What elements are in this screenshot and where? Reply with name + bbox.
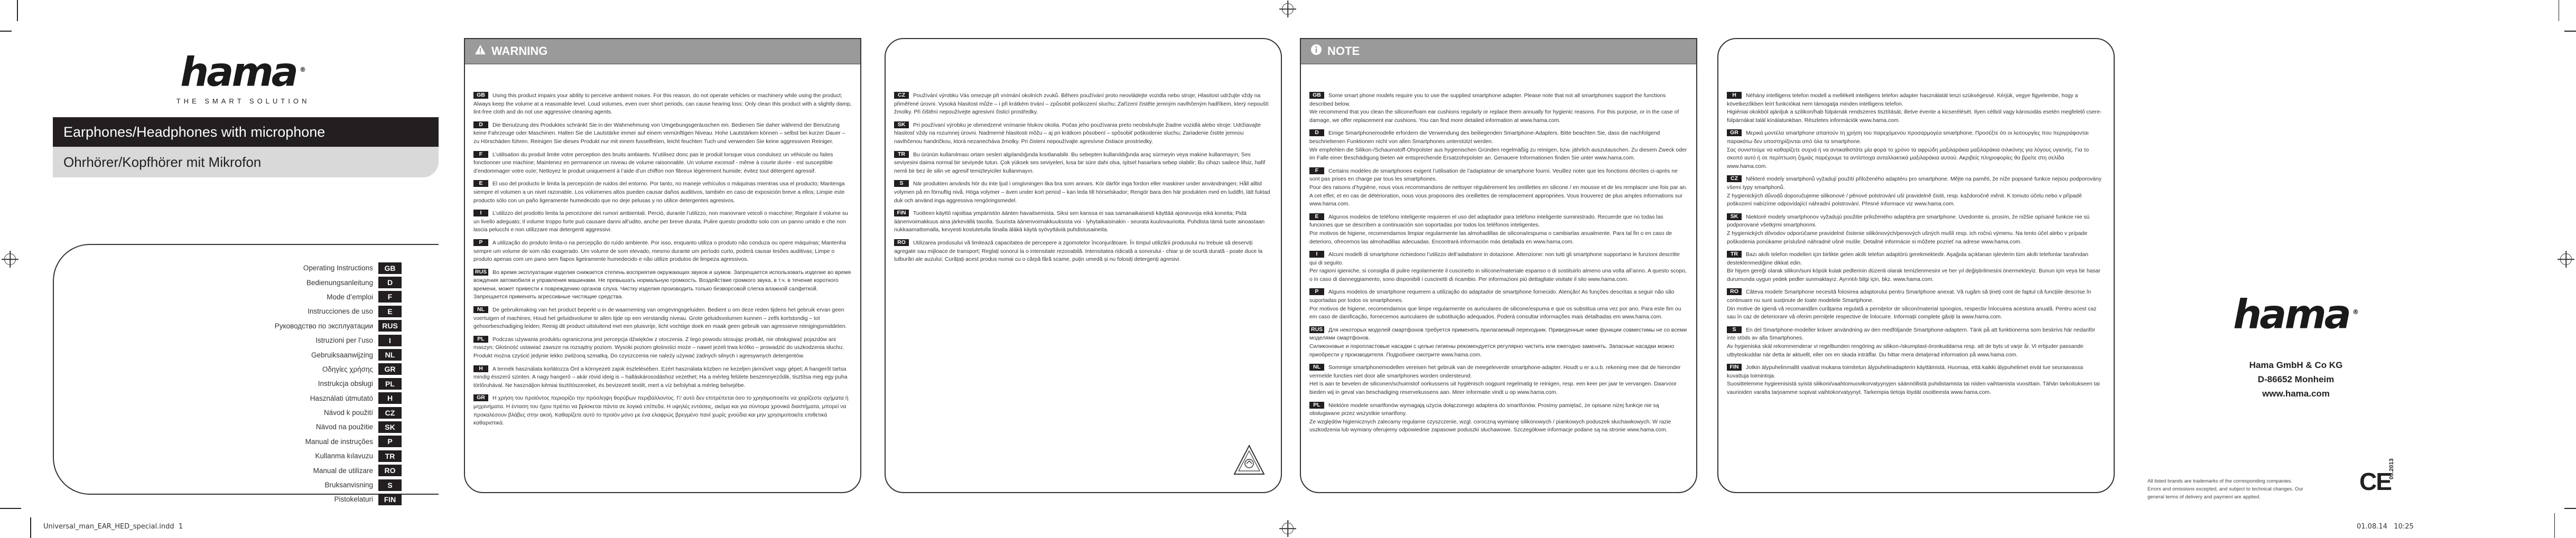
- recycle-triangle-icon: [1232, 443, 1266, 477]
- language-name: Bedienungsanleitung: [306, 278, 373, 287]
- company-address: [2214, 358, 2378, 401]
- section-paragraph: [473, 180, 852, 205]
- section-paragraph: [473, 210, 852, 234]
- registration-mark-icon: [4, 253, 16, 265]
- section-paragraph-2: Por motivos de higiene, recomendamos limpiar regularmente las almohadillas de silicona/espuma o cambiarlas anualmente. Para tal fin o en caso de deterioro, ofrecemos las almohadillas adecuadas. Encontrará información más detallada en www.hama.com.: [1309, 230, 1672, 245]
- section-paragraph: [1309, 288, 1688, 305]
- section-text: Podczas używania produktu ograniczona jest percepcja dźwięków z otoczenia. Z tego powodu stosując produkt, nie obsługiwać pojazdów ani maszyn; Głośność ustawiać zawsze na rozsądny poziom. Wysoki poziom głośności może – nawet jeżeli trwa krótko – prowadzić do uszkodzenia słuchu; Produkt można czyścić jedynie lekko zwilżoną szmatką. Do czyszczenia nie należy używać żadnych silnych i agresywnych detergentów.: [473, 336, 844, 360]
- ce-mark: CE: [2359, 468, 2391, 495]
- section-text: Néhány intelligens telefon modell a mellékelt intelligens telefon adapter használatát teszi szükségessé. Kérjük, vegye figyelembe, hogy a következőkben leírt funkciókat nem támogatja minden intelligens telefon.: [1727, 93, 2078, 107]
- language-section: [473, 394, 852, 427]
- language-section: [1727, 288, 2105, 321]
- language-section: [1309, 402, 1688, 435]
- section-paragraph-2: Bir hijyen gereği olarak silikon/suni köpük kulak pedlerinin düzenli olarak temizlenmesini ve her yıl değiştirilmesini önermekteyiz. Bunun için veya bir hasar durumunda uygun yedek pedler sunmaktayız. Ayrıntılı bilgi için, bkz. www.hama.com.: [1727, 268, 2100, 282]
- language-section: [1727, 326, 2105, 359]
- language-name: Pistokelaturi: [334, 495, 373, 504]
- section-paragraph: [1727, 364, 2105, 380]
- language-section: [894, 151, 1272, 176]
- language-code-badge: TR: [378, 450, 402, 462]
- language-code-badge: P: [1309, 288, 1324, 295]
- section-paragraph: [1727, 326, 2105, 343]
- language-code-badge: PL: [378, 378, 402, 390]
- section-paragraph: [1309, 326, 1688, 343]
- section-text: L’utilisation du produit limite votre perception des bruits ambiants. N’utilisez donc pas le produit lorsque vous conduisez un véhicule ou faites fonctionner une machine; Maintenez en permanence un niveau de volume raisonnable. Un volume excessif - même à courte durée - est susceptible d’endommager votre ouïe; Nettoyez le produit uniquement à l’aide d’un chiffon non fibreux légèrement humide; évitez tout détergent agressif.: [473, 152, 833, 174]
- language-code-badge: S: [1727, 326, 1742, 333]
- section-paragraph-2: Suosittelemme hygieenisistä syistä silikoni/vaahtomuovikorvatyynyjen säännöllistä puhdistamista tai niiden vaihtamista vuosittain. Tähän tarkoitukseen tai vaurioiden varalta tarjoamme sopivat vaihtokorvatyynyt. Tarkempia tietoja löydät osoitteesta www.hama.com.: [1727, 381, 2100, 395]
- section-paragraph-2: Het is aan te bevelen de siliconen/schuimstof oorkussens uit hygiënisch oogpunt regelmatig te reinigen, resp. een keer per jaar te vervangen. Daarvoor bieden wij in geval van beschadiging reservekussens aan. Meer informatie vindt u op www.hama.com.: [1309, 381, 1677, 395]
- section-text: Niektóre modele smartfonów wymagają użycia dołączonego adaptera do smartfonów. Prosimy pamiętać, że opisane niżej funkcje nie są obsługiwane przez wszystkie smartfony.: [1309, 402, 1659, 417]
- section-paragraph-2: We recommend that you clean the silicone/foam ear cushions regularly or replace them annually for hygienic reasons. For this purpose, or in the case of damage, we offer replacement ear cushions. You can find more detailed information at www.hama.com.: [1309, 109, 1679, 124]
- section-paragraph: [473, 365, 852, 390]
- crop-mark: [17, 0, 18, 21]
- language-entry: [275, 420, 402, 434]
- language-section: [1727, 213, 2105, 246]
- language-name: Manual de instruções: [305, 437, 373, 446]
- registered-mark: ®: [2352, 308, 2359, 316]
- info-icon: [1310, 44, 1322, 59]
- language-code-badge: H: [1727, 92, 1742, 99]
- language-section: [473, 210, 852, 234]
- language-code-badge: P: [378, 436, 402, 447]
- section-paragraph: [1309, 402, 1688, 418]
- language-code-badge: NL: [1309, 364, 1324, 371]
- language-section: [1309, 129, 1688, 162]
- company-city: D-86652 Monheim: [2257, 374, 2335, 384]
- language-section: [1727, 175, 2105, 208]
- language-code-badge: CZ: [1727, 175, 1742, 182]
- language-name: Használati útmutató: [310, 394, 373, 402]
- language-code-badge: PL: [1309, 402, 1324, 409]
- registration-mark-icon: [1282, 523, 1294, 534]
- language-section: [1309, 167, 1688, 209]
- section-paragraph-2: Por motivos de higiene, recomendamos que limpe regularmente os auriculares de silicone/espuma e que os substitua uma vez por ano. Para este fim ou em caso de danificação, fornecemos auriculares de substituição adequados. Poderá consultar informações mais detalhadas em www.hama.com.: [1309, 306, 1681, 320]
- note-panel: [1300, 38, 1697, 493]
- section-paragraph-2: Ze względów higienicznych zalecamy regularne czyszczenie, wzgl. coroczną wymianę silikonowych / piankowych poduszek słuchawkowych. W razie uszkodzenia lub wymiany oferujemy odpowiednie zapasowe poduszki słuchawowe. Szczegółowe informacje podane są na stronie www.hama.com.: [1309, 419, 1671, 433]
- language-name: Kullanma kılavuzu: [315, 452, 373, 460]
- language-section: [1309, 326, 1688, 359]
- section-paragraph: [1727, 175, 2105, 192]
- registration-mark-icon: [1282, 3, 1294, 15]
- section-paragraph: [894, 92, 1272, 117]
- section-paragraph: [473, 394, 852, 427]
- language-code-badge: S: [894, 180, 909, 187]
- section-paragraph: [1727, 251, 2105, 267]
- language-entry: [275, 376, 402, 391]
- language-code-badge: RUS: [378, 320, 402, 332]
- section-text: Alguns modelos de smartphone requerem a utilização do adaptador de smartphone fornecido. Atenção! As funções descritas a seguir não são suportadas por todos os smartphones.: [1309, 289, 1675, 304]
- section-text: A utilização do produto limita-o na percepção do ruído ambiente. Por isso, enquanto utiliza o produto não conduza ou opere máquinas; Mantenha sempre um volume de som não exagerado. Um volume de som elevado, mesmo durante um período curto, poderá causar lesões auditivas; Limpe o produto apenas com um pano sem fiapos ligeiramente humedecido e não utilize produtos de limpeza agressivos.: [473, 240, 846, 263]
- section-text: De gebruikmaking van het product beperkt u in de waarneming van omgevingsgeluiden. Bedient u om deze reden tijdens het gebruik ervan geen voertuigen of machines; Houd het geluidsvolume te allen tijde op een verstandig niveau. Grote geluidsvolumen kunnen – zelfs kortstondig – tot gehoorbeschadiging leiden; Reinig dit product uitsluitend met een pluisvrije, licht vochtige doek en maak geen gebruik van agressieve reinigingsmiddelen.: [473, 307, 847, 330]
- section-paragraph: [473, 92, 852, 117]
- language-code-badge: FIN: [1727, 364, 1742, 371]
- language-code-badge: RO: [378, 465, 402, 476]
- language-code-badge: RO: [894, 239, 909, 246]
- language-code-badge: SK: [378, 421, 402, 433]
- crop-mark: [2564, 31, 2576, 32]
- section-text: Alcuni modelli di smartphone richiedono l’utilizzo dell’adattatore in dotazione. Attenzione: non tutti gli smartphone supportano le funzioni descritte qui di seguito.: [1309, 252, 1680, 266]
- section-paragraph: [473, 151, 852, 176]
- section-paragraph: [894, 121, 1272, 146]
- language-code-badge: GR: [1727, 129, 1742, 136]
- language-name: Руководство по эксплуатации: [274, 322, 373, 330]
- language-section: [1727, 251, 2105, 284]
- trademark-disclaimer: All listed brands are trademarks of the corresponding companies. Errors and omissions excepted, and subject to technical changes. Our general terms of delivery and payment are applied.: [2147, 478, 2303, 500]
- language-code-badge: H: [473, 365, 488, 372]
- note-continued-panel: [1717, 38, 2115, 493]
- cover-logo: [174, 49, 312, 105]
- back-logo: [2209, 289, 2383, 337]
- section-text: Для некоторых моделей смартфонов требуется применять прилагаемый переходник. Приведенные ниже функции совместимы не со всеми моделями смартфонов.: [1309, 327, 1687, 342]
- language-code-badge: TR: [1727, 251, 1742, 258]
- language-section: [894, 121, 1272, 146]
- warning-sections: [465, 64, 860, 428]
- section-text: Η χρήση του προϊόντος περιορίζει την πρόσληψη θορύβων περιβάλλοντος. Γι’ αυτό δεν επιτρέπεται όσο το χρησιμοποιείτε να χειρίζεστε οχήματα ή μηχανήματα. Η ένταση του ήχου πρέπει να βρίσκεται πάντα σε λογικά επίπεδα. Η υψηλές εντάσεις, ακόμα και για σύντομα χρονικά διαστήματα, μπορεί να προκαλέσουν βλάβες στην ακοή. Καθαρίζετε αυτό το προϊόν μόνο με ένα ελαφρώς βρεγμένο πανί χωρίς χνούδια και μην χρησιμοποιείτε επιθετικά καθαριστικά.: [473, 395, 849, 427]
- language-code-badge: SK: [1727, 213, 1742, 220]
- language-code-badge: D: [1309, 129, 1324, 136]
- language-section: [473, 269, 852, 301]
- language-code-badge: SK: [894, 121, 909, 128]
- language-section: [1727, 129, 2105, 171]
- language-index: [53, 244, 439, 504]
- language-code-badge: PL: [473, 336, 488, 343]
- language-code-badge: E: [378, 306, 402, 317]
- language-code-badge: TR: [894, 151, 909, 158]
- section-paragraph: [473, 239, 852, 264]
- section-text: Algunos modelos de teléfono inteligente requieren el uso del adaptador para teléfono inteligente suministrado. Recuerde que no todas las funciones que se describen a continuación son soportadas por todos los teléfonos inteligentes.: [1309, 214, 1663, 229]
- warning-triangle-icon: [475, 44, 486, 59]
- section-paragraph: [1309, 167, 1688, 184]
- warning-title: WARNING: [491, 44, 548, 58]
- section-paragraph-2: Higiéniai okokból ajánljuk a szilikon/hab fülpárnák rendszeres tisztítását, illetve évente a kicserélését. Ilyen célból vagy károsodás esetén megfelelő csere-fülpárnákat talál kínálatunkban. Részletes információk www.hama.com.: [1727, 109, 2102, 124]
- section-paragraph: [1727, 288, 2105, 305]
- section-text: Μερικά μοντέλα smartphone απαιτούν τη χρήση του παρεχόμενου προσαρμογέα smartphone. Προσέξτε ότι οι λειτουργίες που περιγράφονται παρακάτω δεν υποστηρίζονται από όλα τα smartphone.: [1727, 130, 2089, 145]
- language-section: [1727, 92, 2105, 125]
- language-name: Instrucciones de uso: [308, 307, 373, 316]
- language-code-badge: GR: [378, 363, 402, 375]
- language-entry: [275, 319, 402, 333]
- language-name: Istruzioni per l’uso: [315, 336, 373, 345]
- section-text: A termék használata korlátozza Önt a környezeti zajok észlelésében. Ezért használata közben ne kezeljen járművet vagy gépet; A hangerőt tartsa mindig ésszerű szinten. A nagy hangerő – akár rövid ideig is – halláskárosodáshoz vezethet; Ha a mérleg felülete beszennyeződik, tisztítsa meg egy puha törlőruhával. Ne használjon kémiai tisztítószereket, és bevizezett textilt, mert a víz befolyhat a mérleg belsejébe.: [473, 366, 848, 389]
- registration-mark-icon: [2560, 253, 2572, 265]
- brand-tagline: THE SMART SOLUTION: [176, 97, 310, 106]
- section-paragraph: [1309, 251, 1688, 267]
- section-text: Die Benutzung des Produktes schränkt Sie in der Wahrnehmung von Umgebungsgeräuschen ein. Bedienen Sie daher während der Benutzung keine Fahrzeuge oder Maschinen. Halten Sie die Lautstärke immer auf einem vernünftigen Niveau. Hohe Lautstärken können – selbst bei kurzer Dauer – zu Hörschäden führen. Reinigen Sie dieses Produkt nur mit einem fusselfreien, leicht feuchten Tuch und verwenden Sie keine aggressiven Reiniger.: [473, 122, 845, 145]
- section-paragraph: [473, 336, 852, 361]
- language-entry: [275, 275, 402, 289]
- section-paragraph: [1309, 213, 1688, 230]
- language-code-badge: CZ: [378, 407, 402, 419]
- language-code-badge: GR: [473, 394, 488, 401]
- language-code-badge: E: [1309, 213, 1324, 220]
- section-text: L’utilizzo del prodotto limita la percezione dei rumori ambientali. Perciò, durante l’utilizzo, non manovrare veicoli o macchine; Regolare il volume su un livello adeguato; Il volume troppo forte può causare danni all’udito, anche per breve durata. Pulire questo prodotto solo con un panno umido e che non lascia pelucchi e non utilizzare mai detergenti aggressivi.: [473, 211, 848, 233]
- section-paragraph: [473, 269, 852, 301]
- print-date: 01.08.14: [2357, 523, 2387, 531]
- language-name: Manual de utilizare: [313, 466, 373, 475]
- language-section: [1309, 364, 1688, 397]
- language-section: [1309, 288, 1688, 321]
- warning-continued-panel: [885, 38, 1282, 493]
- print-time: 10:25: [2394, 523, 2414, 531]
- language-section: [473, 306, 852, 331]
- language-name: Gebruiksaanwijzing: [311, 351, 373, 359]
- language-code-badge: F: [473, 151, 488, 158]
- warning-continued-sections: [886, 39, 1281, 264]
- language-code-badge: I: [1309, 251, 1324, 258]
- language-section: [1309, 92, 1688, 125]
- language-section: [473, 180, 852, 205]
- registered-mark: ®: [299, 66, 306, 73]
- section-text: Pri používaní výrobku je obmedzené vnímanie hlukov okolia. Počas jeho používania preto neobsluhujte žiadne vozidlá alebo stroje: Udržiavajte hlasitosť vždy na rozumnej úrovni. Nadmerné hlasitosti môžu – aj pri krátkom pôsobení – spôsobiť poškodenie sluchu; Zariadenie čistite jemnou navlhčenou handričkou, ktorá nezanecháva žmolky. Pri čistení nepoužívajte agresívne čistiace prostriedky.: [894, 122, 1261, 145]
- language-entry: [275, 435, 402, 449]
- crop-mark: [2559, 0, 2560, 21]
- language-code-badge: RUS: [473, 269, 488, 276]
- language-code-badge: NL: [473, 306, 488, 313]
- print-timestamp: [2357, 523, 2414, 531]
- language-section: [473, 121, 852, 146]
- section-text: Používání výrobku Vás omezuje při vnímání okolních zvuků. Během používání proto neovládejte vozidla nebo stroje; Hlasitost udržujte vždy na přiměřené úrovni. Vysoká hlasitost může – i při krátkém trvání – způsobit poškození sluchu; Zařízení čistěte jemným navlhčeným hadříkem, který nepouští žmolky. Při čištění nepoužívejte agresivní čisticí prostředky.: [894, 93, 1269, 116]
- language-entry: [275, 304, 402, 318]
- language-code-badge: S: [378, 479, 402, 491]
- language-entry: [275, 449, 402, 463]
- language-section: [1727, 364, 2105, 397]
- language-section: [473, 92, 852, 117]
- section-paragraph-2: Z hygienických důvodů doporučujeme silikonové / pěnové polstrování uší pravidelně čistit, resp. každoročně měnit. K tomuto účelu nebo v případě poškození nabízíme odpovídající náhradní polstrování. Přesné informace viz www.hama.com.: [1727, 193, 2082, 207]
- section-paragraph: [1309, 364, 1688, 380]
- brand-logo: hama: [2233, 290, 2349, 338]
- language-name: Instrukcja obsługi: [318, 380, 373, 388]
- brand-logo: hama: [180, 48, 296, 96]
- crop-mark: [2564, 508, 2576, 509]
- section-text: Utilizarea produsului vă limitează capacitatea de percepere a zgomotelor înconjurătoare. În timpul utilizării produsului nu trebuie să deserviți agregate sau mijloace de transport; Reglați sonorul la o intensitate rezonabilă. Intensitatea ridicată a sonorului - chiar și de scurtă durată - poate duce la tulburări ale auzului; Curățați acest produs numai cu o cârpă fără scame, puțin umedă și nu folosiți detergenți agresivi.: [894, 240, 1263, 263]
- section-text: Sommige smartphonemodellen vereisen het gebruik van de meegeleverde smartphone-adapter. Houdt u er a.u.b. rekening mee dat de hieronder vermelde functies niet door alle smartphones worden ondersteund.: [1309, 365, 1681, 379]
- company-name: Hama GmbH & Co KG: [2249, 360, 2343, 370]
- language-entry: [275, 405, 402, 420]
- crop-mark: [30, 517, 31, 538]
- section-text: Jotkin älypuhelinmallit vaativat mukana toimitetun älypuhelinadapterin käyttämistä. Huomaa, että kaikki älypuhelimet eivät tue seuraavassa kuvattuja toimintoja.: [1727, 365, 2084, 379]
- note-header: [1301, 39, 1696, 64]
- language-section: [473, 365, 852, 390]
- section-text: Některé modely smartphonů vyžadují použití přiloženého adaptéru pro smartphone. Mějte na paměti, že níže popsané funkce nejsou podporovány všemi typy smartphonů.: [1727, 176, 2101, 191]
- section-paragraph-2: Z hygienických dôvodov odporúčame pravidelné čistenie silikónových/penových ušných mušlí resp. ich ročnú výmenu. Na tento účel alebo v prípade poškodenia ponúkame príslušné náhradné ušné mušle. Detailné informácie si môžete pozrieť na adrese www.hama.com.: [1727, 230, 2088, 245]
- file-slug: [43, 523, 183, 531]
- language-section: [894, 210, 1272, 234]
- language-section: [473, 239, 852, 264]
- section-text: Using this product impairs your ability to perceive ambient noises. For this reason, do not operate vehicles or machinery while using the product; Always keep the volume at a reasonable level. Loud volumes, even over short periods, can cause hearing loss; Only clean this product with a slightly damp, lint-free cloth and do not use aggressive cleaning agents.: [473, 93, 852, 116]
- language-entry: [275, 290, 402, 304]
- section-text: Some smart phone models require you to use the supplied smartphone adapter. Please note that not all smartphones support the functions described below.: [1309, 93, 1666, 107]
- language-code-badge: I: [378, 335, 402, 346]
- file-name: Universal_man_EAR_HED_special.indd: [43, 523, 174, 531]
- crop-mark: [2554, 513, 2555, 538]
- language-section: [473, 151, 852, 176]
- section-paragraph: [473, 121, 852, 146]
- language-name: Οδηγίες χρήσης: [322, 365, 373, 373]
- section-text: Tuotteen käyttö rajoittaa ympäristön äänten havaitsemista. Siksi sen kanssa ei saa samanaikaisesti käyttää ajoneuvoja eikä koneita; Pidä äänenvoimakkuus aina järkevällä tasolla. Suurista äänenvoimakkuuksista voi - lyhytaikaisinakin - seurata kuulovaurioita. Puhdista tämä tuote ainoastaan nukkaamattomalla, kevyesti kostutetulla liinalla äläkä käytä syövyttäviä puhdistusaineita.: [894, 211, 1265, 233]
- language-entry: [275, 333, 402, 347]
- section-text: En del Smartphone-modeller kräver användning av den medföljande Smartphone-adaptern. Tänk på att funktionerna som beskrivs här nedanför inte stöds av alla Smartphones.: [1727, 327, 2096, 342]
- section-paragraph: [894, 210, 1272, 234]
- language-name: Operating Instructions: [303, 264, 373, 272]
- section-text: Во время эксплуатации изделия снижается степень восприятия окружающих звуков и шумов. Запрещается использовать изделие во время вождения автомобиля и управления машинами. Не превышать нормальную громкость. Воздействие громкого звука, в т.ч. в течение короткого времени, может привести к повреждению органов слуха. Чистку изделия производить только безворсовой слегка влажной салфеткой. Запрещается применять агрессивные чистящие средства.: [473, 269, 851, 300]
- language-code-badge: F: [1309, 167, 1324, 174]
- language-name: Mode d’emploi: [327, 292, 373, 301]
- section-paragraph-2: Pour des raisons d’hygiène, nous vous recommandons de nettoyer régulièrement les oreillettes en silicone / en mousse et de les remplacer une fois par an. A cet effet, et en cas de détérioration, nous vous proposons des oreillettes de remplacement appropriées. Vous trouverez de plus amples informations sur www.hama.com.: [1309, 184, 1688, 207]
- language-list: [275, 261, 402, 507]
- product-subtitle: Ohrhörer/Kopfhörer mit Mikrofon: [53, 147, 439, 177]
- language-name: Návod k použití: [323, 409, 373, 417]
- section-paragraph-2: Per ragioni igieniche, si consiglia di pulire regolarmente il cuscinetto in silicone/materiale espanso o di sostituirlo almeno una volta all’anno. A questo scopo, o in caso di danneggiamento, sono disponibili i cuscinetti di ricambio. Per informazioni più dettagliate visitate il sito www.hama.com.: [1309, 268, 1687, 282]
- product-title: Earphones/Headphones with microphone: [53, 117, 439, 147]
- section-paragraph: [894, 180, 1272, 205]
- language-code-badge: D: [473, 121, 488, 128]
- section-text: Bu ürünün kullanılması ortam sesleri algılandığında kısıtlanabilir. Bu sebepten kullanıldığında araç sürmeyin veya makine kullanmayın; Ses seviyesini daima normal bir seviyede tutun. Çok yüksek ses seviyeleri, kısa bir süre dahi olsa, işitsel hasarlara sebep olabilir; Bu cihazı sadece lifsiz, hafif nemli bir bez ile silin ve agresif temizleyiciler kullanmayın.: [894, 152, 1266, 174]
- section-paragraph-2: Силиконовые и поропластовые насадки с целью гигиены рекомендуется регулярно чистить или ежегодно заменять. Запасные насадки можно приобрести у производителя. Подробнее смотрите www.hama.com.: [1309, 344, 1675, 358]
- section-paragraph-2: Av hygieniska skäl rekommenderar vi regelbunden rengöring av silikon-/skumplast-öronkuddarna resp. att de byts ut varje år. Vi erbjuder passande utbyteskuddar när detta är aktuellt, eller om en skada inträffar. Du hittar mera detaljerad information på www.hama.com.: [1727, 344, 2084, 358]
- note-title: NOTE: [1327, 44, 1360, 58]
- section-text: Câteva modele Smartphone necesită folosirea adaptorului pentru Smartphone anexat. Vă rugăm să țineți cont de faptul că funcțiile descrise în continuare nu sunt susținute de toate modelele Smartphone.: [1727, 289, 2091, 304]
- crop-mark: [0, 31, 12, 32]
- language-section: [894, 180, 1272, 205]
- section-paragraph: [894, 151, 1272, 176]
- note-sections: [1301, 64, 1696, 435]
- language-name: Bruksanvisning: [324, 481, 373, 489]
- section-paragraph: [1309, 129, 1688, 146]
- language-section: [894, 92, 1272, 117]
- language-entry: [275, 492, 402, 506]
- note-continued-sections: [1718, 39, 2114, 397]
- language-section: [894, 239, 1272, 264]
- language-entry: [275, 261, 402, 275]
- section-text: När produkten används hör du inte ljud i omgivningen lika bra som annars. Kör därför inga fordon eller maskiner under användningen; Håll alltid volymen på en förnuftig nivå. Höga volymer – även under kort period – kan leda till hörselskador; Rengör bara den här produkten med en luddfri, lätt fuktad duk och använd inga aggressiva rengöringsmedel.: [894, 181, 1270, 204]
- language-code-badge: I: [473, 210, 488, 216]
- language-entry: [275, 362, 402, 376]
- section-paragraph: [1309, 92, 1688, 108]
- company-website: www.hama.com: [2262, 389, 2330, 399]
- language-section: [473, 336, 852, 361]
- section-paragraph: [894, 239, 1272, 264]
- section-paragraph: [1727, 213, 2105, 230]
- language-code-badge: CZ: [894, 92, 909, 99]
- warning-panel: [464, 38, 861, 493]
- section-text: Bazı akıllı telefon modelleri için birlikte gelen akıllı telefon adaptörü gerekmektedir. Aşağıda açıklanan işlevlerin tüm akıllı telefonlar tarafından desteklenmediğine dikkat edin.: [1727, 252, 2089, 266]
- language-code-badge: GB: [378, 262, 402, 274]
- page-number: 1: [178, 523, 183, 531]
- warning-header: [465, 39, 860, 64]
- language-section: [1309, 251, 1688, 284]
- version-date: 09.2013: [2388, 458, 2395, 479]
- section-paragraph: [1727, 92, 2105, 108]
- language-code-badge: RO: [1727, 288, 1742, 295]
- language-entry: [275, 347, 402, 362]
- section-paragraph: [1727, 129, 2105, 146]
- language-entry: [275, 463, 402, 477]
- language-entry: [275, 478, 402, 492]
- crop-mark: [0, 508, 21, 509]
- language-code-badge: FIN: [894, 210, 909, 216]
- section-text: Einige Smartphonemodelle erfordern die Verwendung des beiliegenden Smartphone-Adapters. Bitte beachten Sie, dass die nachfolgend beschriebenen Funktionen nicht von allen Smartphones unterstützt werden.: [1309, 130, 1660, 145]
- section-text: Niektoré modely smartphonov vyžadujú použitie priloženého adaptéra pre smartphone. Uvedomte si, prosím, že nižšie opísané funkcie nie sú podporované všetkými smartphonmi.: [1727, 214, 2090, 229]
- language-code-badge: GB: [1309, 92, 1324, 99]
- language-code-badge: D: [378, 277, 402, 288]
- language-section: [1309, 213, 1688, 246]
- language-code-badge: GB: [473, 92, 488, 99]
- section-text: Certains modèles de smartphones exigent l’utilisation de l’adaptateur de smartphone fourni. Veuillez noter que les fonctions décrites ci-après ne sont pas prises en charge par tous les smartphones.: [1309, 168, 1678, 183]
- language-code-badge: NL: [378, 349, 402, 361]
- language-name: Návod na použitie: [315, 423, 373, 431]
- section-paragraph-2: Wir empfehlen die Silikon-/Schaumstoff-Ohrpolster aus hygienischen Gründen regelmäßig zu reinigen, bzw. jährlich auszutauschen. Zu diesem Zweck oder im Falle einer Beschädigung bieten wir entsprechende Ersatzohrpolster an. Genauere Informationen finden Sie unter www.hama.com.: [1309, 147, 1687, 162]
- section-paragraph-2: Σας συνιστούμε να καθαρίζετε συχνά ή να αντικαθιστάτε μία φορά το χρόνο τα αφρώδη μαξιλαράκια μαξιλαράκια σιλικόνης για λόγους υγιεινής. Για το σκοπό αυτό ή σε περίπτωση ζημιάς παρέχουμε τα αντίστοιχα ανταλλακτικά μαξιλαράκια αυτιού. Ακριβείς πληροφορίες θα βρείτε στη σελίδα www.hama.com.: [1727, 147, 2089, 169]
- language-code-badge: P: [473, 239, 488, 246]
- section-paragraph: [473, 306, 852, 331]
- section-text: El uso del producto le limita la percepción de ruidos del entorno. Por tanto, no maneje vehículos o máquinas mientras usa el producto; Mantenga siempre el volumen a un nivel razonable. Los volúmenes altos pueden causar daños auditivos, también en caso de exposición breve a ellos; Limpie este producto sólo con un paño ligeramente humedecido que no deje pelusas y no utilice detergentes agresivos.: [473, 181, 845, 204]
- language-code-badge: H: [378, 392, 402, 404]
- language-code-badge: E: [473, 180, 488, 187]
- section-paragraph-2: Din motive de igienă vă recomandăm curățarea regulată a pernițelor de silicon/material spongios, respectiv înlocuirea acestora anuală. Pentru acest caz sau în caz de deteriorare vă oferim pernițele respective de înlocuire. Informații complete găsiți la www.hama.com.: [1727, 306, 2097, 320]
- language-code-badge: FIN: [378, 494, 402, 505]
- language-code-badge: F: [378, 291, 402, 303]
- language-code-badge: RUS: [1309, 326, 1324, 333]
- language-entry: [275, 391, 402, 405]
